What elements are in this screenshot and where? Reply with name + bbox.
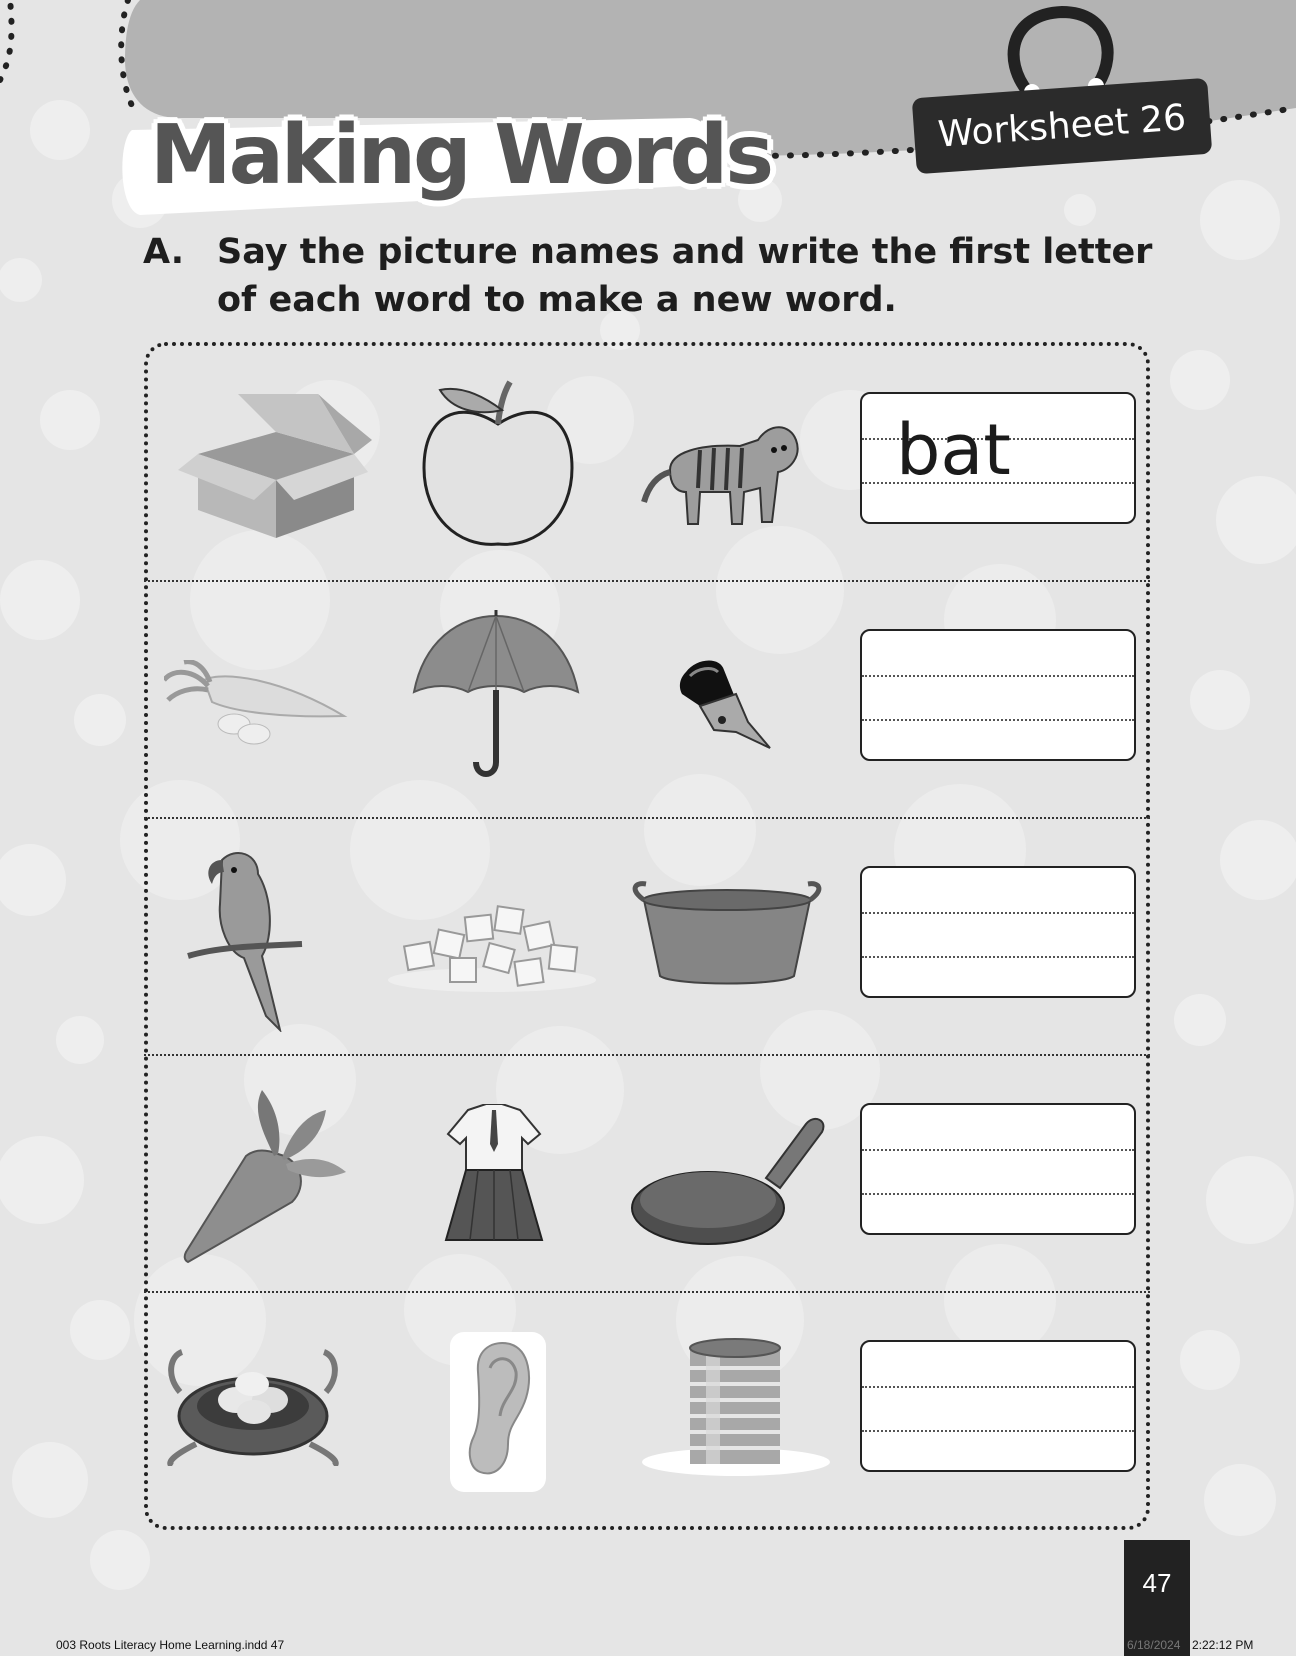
page-number: 47: [1124, 1540, 1190, 1656]
row-divider: [144, 1291, 1150, 1293]
radish-icon: [164, 660, 348, 746]
answer-text: bat: [896, 409, 1011, 491]
nest-icon: [166, 1346, 340, 1466]
tub-icon: [630, 880, 824, 988]
answer-box-5[interactable]: [860, 1340, 1136, 1472]
parrot-icon: [182, 846, 306, 1032]
instruction-text: Say the picture names and write the first letter of each word to make a new word.: [217, 232, 1153, 320]
worksheet-title: Making Words: [150, 108, 772, 203]
pan-icon: [630, 1114, 828, 1250]
umbrella-icon: [410, 610, 582, 784]
footer-time: 2:22:12 PM: [1192, 1638, 1254, 1652]
uniform-icon: [442, 1104, 546, 1242]
instruction: [143, 228, 1153, 324]
row-divider: [144, 817, 1150, 819]
footer-file-info: 003 Roots Literacy Home Learning.indd 47: [56, 1638, 285, 1652]
pen-nib-icon: [676, 656, 772, 752]
ice-icon: [386, 902, 598, 994]
ear-icon: [450, 1332, 546, 1492]
answer-box-4[interactable]: [860, 1103, 1136, 1235]
instruction-label: A.: [143, 232, 185, 272]
row-divider: [144, 580, 1150, 582]
tin-can-icon: [640, 1338, 832, 1478]
answer-box-2[interactable]: [860, 629, 1136, 761]
footer-date: 6/18/2024: [1127, 1638, 1181, 1652]
worksheet-number-tag: Worksheet 26: [912, 78, 1213, 174]
box-icon: [178, 392, 374, 542]
answer-box-3[interactable]: [860, 866, 1136, 998]
answer-box-1[interactable]: [860, 392, 1136, 524]
carrot-icon: [182, 1090, 350, 1264]
row-divider: [144, 1054, 1150, 1056]
apple-icon: [418, 376, 578, 550]
tiger-icon: [640, 392, 804, 532]
